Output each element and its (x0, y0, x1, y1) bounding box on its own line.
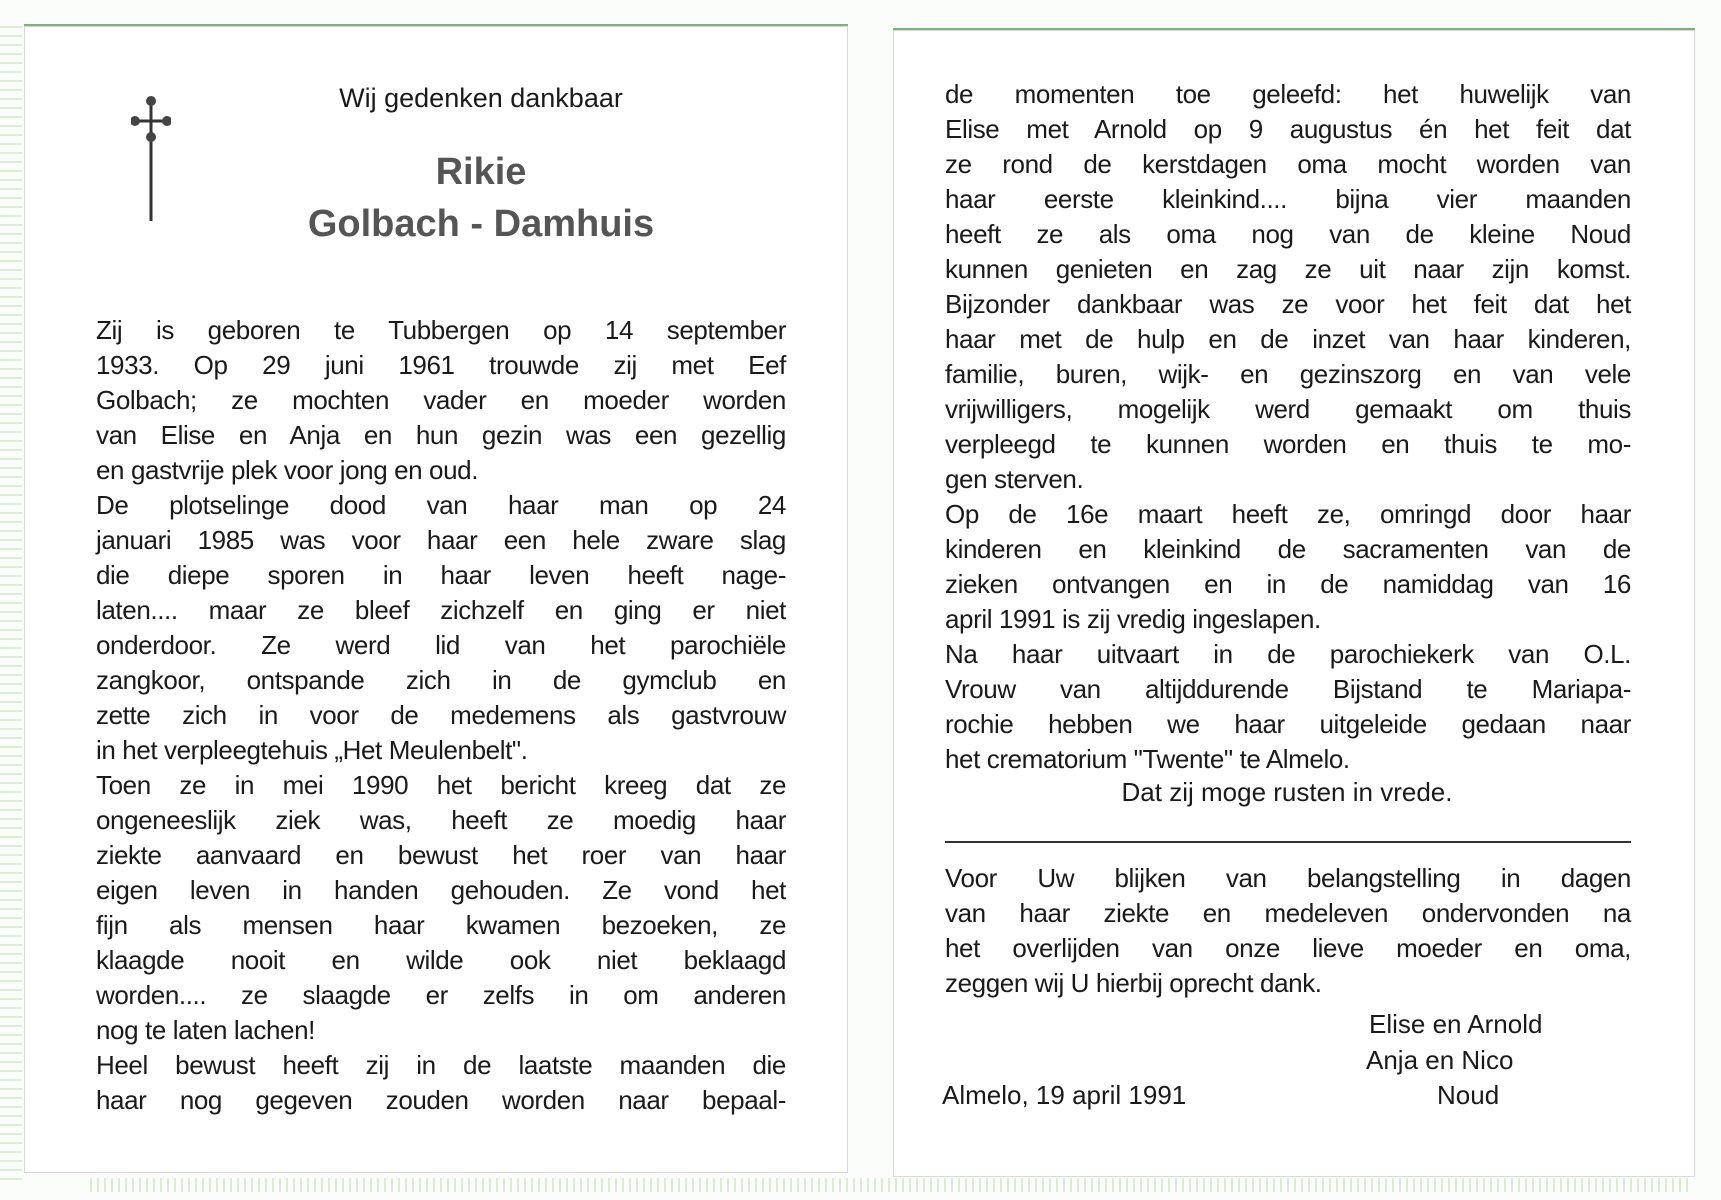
text-line: april 1991 is zij vredig ingeslapen. (945, 604, 1321, 634)
text-line: ze rond de kerstdagen oma mocht worden van (945, 149, 1631, 179)
text-line: fijn als mensen haar kwamen bezoeken, ze (96, 910, 786, 940)
text-line: Op de 16e maart heeft ze, omringd door haar (945, 499, 1631, 529)
text-line: kunnen genieten en zag ze uit naar zijn komst. (945, 254, 1631, 284)
text-line: nog te laten lachen! (96, 1015, 315, 1045)
text-line: Heel bewust heeft zij in de laatste maanden die (96, 1050, 786, 1080)
text-line: van Elise en Anja en hun gezin was een gezellig (96, 420, 786, 450)
text-line: eigen leven in handen gehouden. Ze vond het (96, 875, 786, 905)
memorial-card-right-page (893, 30, 1695, 1177)
text-line: worden.... ze slaagde er zelfs in om anderen (96, 980, 786, 1010)
place-and-date: Almelo, 19 april 1991 (942, 1080, 1187, 1110)
text-line: haar nog gegeven zouden worden naar bepaal- (96, 1085, 786, 1115)
signature-elise-arnold: Elise en Arnold (1369, 1009, 1543, 1039)
text-line: de momenten toe geleefd: het huwelijk van (945, 79, 1631, 109)
scan-edge-bottom (90, 1178, 1690, 1192)
text-line: De plotselinge dood van haar man op 24 (96, 490, 786, 520)
text-line: heeft ze als oma nog van de kleine Noud (945, 219, 1631, 249)
text-line: zette zich in voor de medemens als gastvrouw (96, 700, 786, 730)
text-line: zangkoor, ontspande zich in de gymclub en (96, 665, 786, 695)
divider-line (945, 841, 1631, 843)
signature-noud: Noud (1437, 1080, 1500, 1110)
biography-text (96, 313, 786, 1118)
text-line: haar eerste kleinkind.... bijna vier maanden (945, 184, 1631, 214)
text-line: Elise met Arnold op 9 augustus én het feit dat (945, 114, 1631, 144)
text-line: Voor Uw blijken van belangstelling in dagen (945, 863, 1631, 893)
thank-you-text (945, 861, 1631, 1001)
text-line: Zij is geboren te Tubbergen op 14 september (96, 315, 786, 345)
text-line: zieken ontvangen en in de namiddag van 16 (945, 569, 1631, 599)
text-line: het overlijden van onze lieve moeder en oma, (945, 933, 1631, 963)
text-line: Vrouw van altijddurende Bijstand te Mariapa- (945, 674, 1631, 704)
text-line: Bijzonder dankbaar was ze voor het feit dat het (945, 289, 1631, 319)
text-line: onderdoor. Ze werd lid van het parochiële (96, 630, 786, 660)
text-line: vrijwilligers, mogelijk werd gemaakt om thuis (945, 394, 1631, 424)
text-line: zeggen wij U hierbij oprecht dank. (945, 968, 1322, 998)
text-line: gen sterven. (945, 464, 1084, 494)
text-line: laten.... maar ze bleef zichzelf en ging er niet (96, 595, 786, 625)
text-line: januari 1985 was voor haar een hele zware slag (96, 525, 786, 555)
deceased-last-name: Golbach - Damhuis (307, 203, 655, 245)
scan-edge-left (0, 20, 22, 1180)
text-line: en gastvrije plek voor jong en oud. (96, 455, 479, 485)
text-line: van haar ziekte en medeleven ondervonden na (945, 898, 1631, 928)
text-line: ziekte aanvaard en bewust het roer van haar (96, 840, 786, 870)
text-line: familie, buren, wijk- en gezinszorg en van vele (945, 359, 1631, 389)
text-line: 1933. Op 29 juni 1961 trouwde zij met Eef (96, 350, 786, 380)
biography-continued-text (945, 77, 1631, 777)
text-line: haar met de hulp en de inzet van haar kinderen, (945, 324, 1631, 354)
text-line: Na haar uitvaart in de parochiekerk van O.L. (945, 639, 1631, 669)
text-line: klaagde nooit en wilde ook niet beklaagd (96, 945, 786, 975)
text-line: verpleegd te kunnen worden en thuis te mo- (945, 429, 1631, 459)
memorial-card-left-page (24, 26, 848, 1173)
text-line: het crematorium "Twente" te Almelo. (945, 744, 1350, 774)
text-line: in het verpleegtehuis „Het Meulenbelt". (96, 735, 528, 765)
text-line: Toen ze in mei 1990 het bericht kreeg dat ze (96, 770, 786, 800)
signature-anja-nico: Anja en Nico (1366, 1045, 1514, 1075)
rest-in-peace-line: Dat zij moge rusten in vrede. (1121, 777, 1453, 807)
intro-heading: Wij gedenken dankbaar (339, 83, 623, 113)
text-line: Golbach; ze mochten vader en moeder worden (96, 385, 786, 415)
text-line: die diepe sporen in haar leven heeft nage- (96, 560, 786, 590)
text-line: kinderen en kleinkind de sacramenten van de (945, 534, 1631, 564)
deceased-first-name: Rikie (435, 151, 527, 193)
text-line: rochie hebben we haar uitgeleide gedaan naar (945, 709, 1631, 739)
text-line: ongeneeslijk ziek was, heeft ze moedig haar (96, 805, 786, 835)
